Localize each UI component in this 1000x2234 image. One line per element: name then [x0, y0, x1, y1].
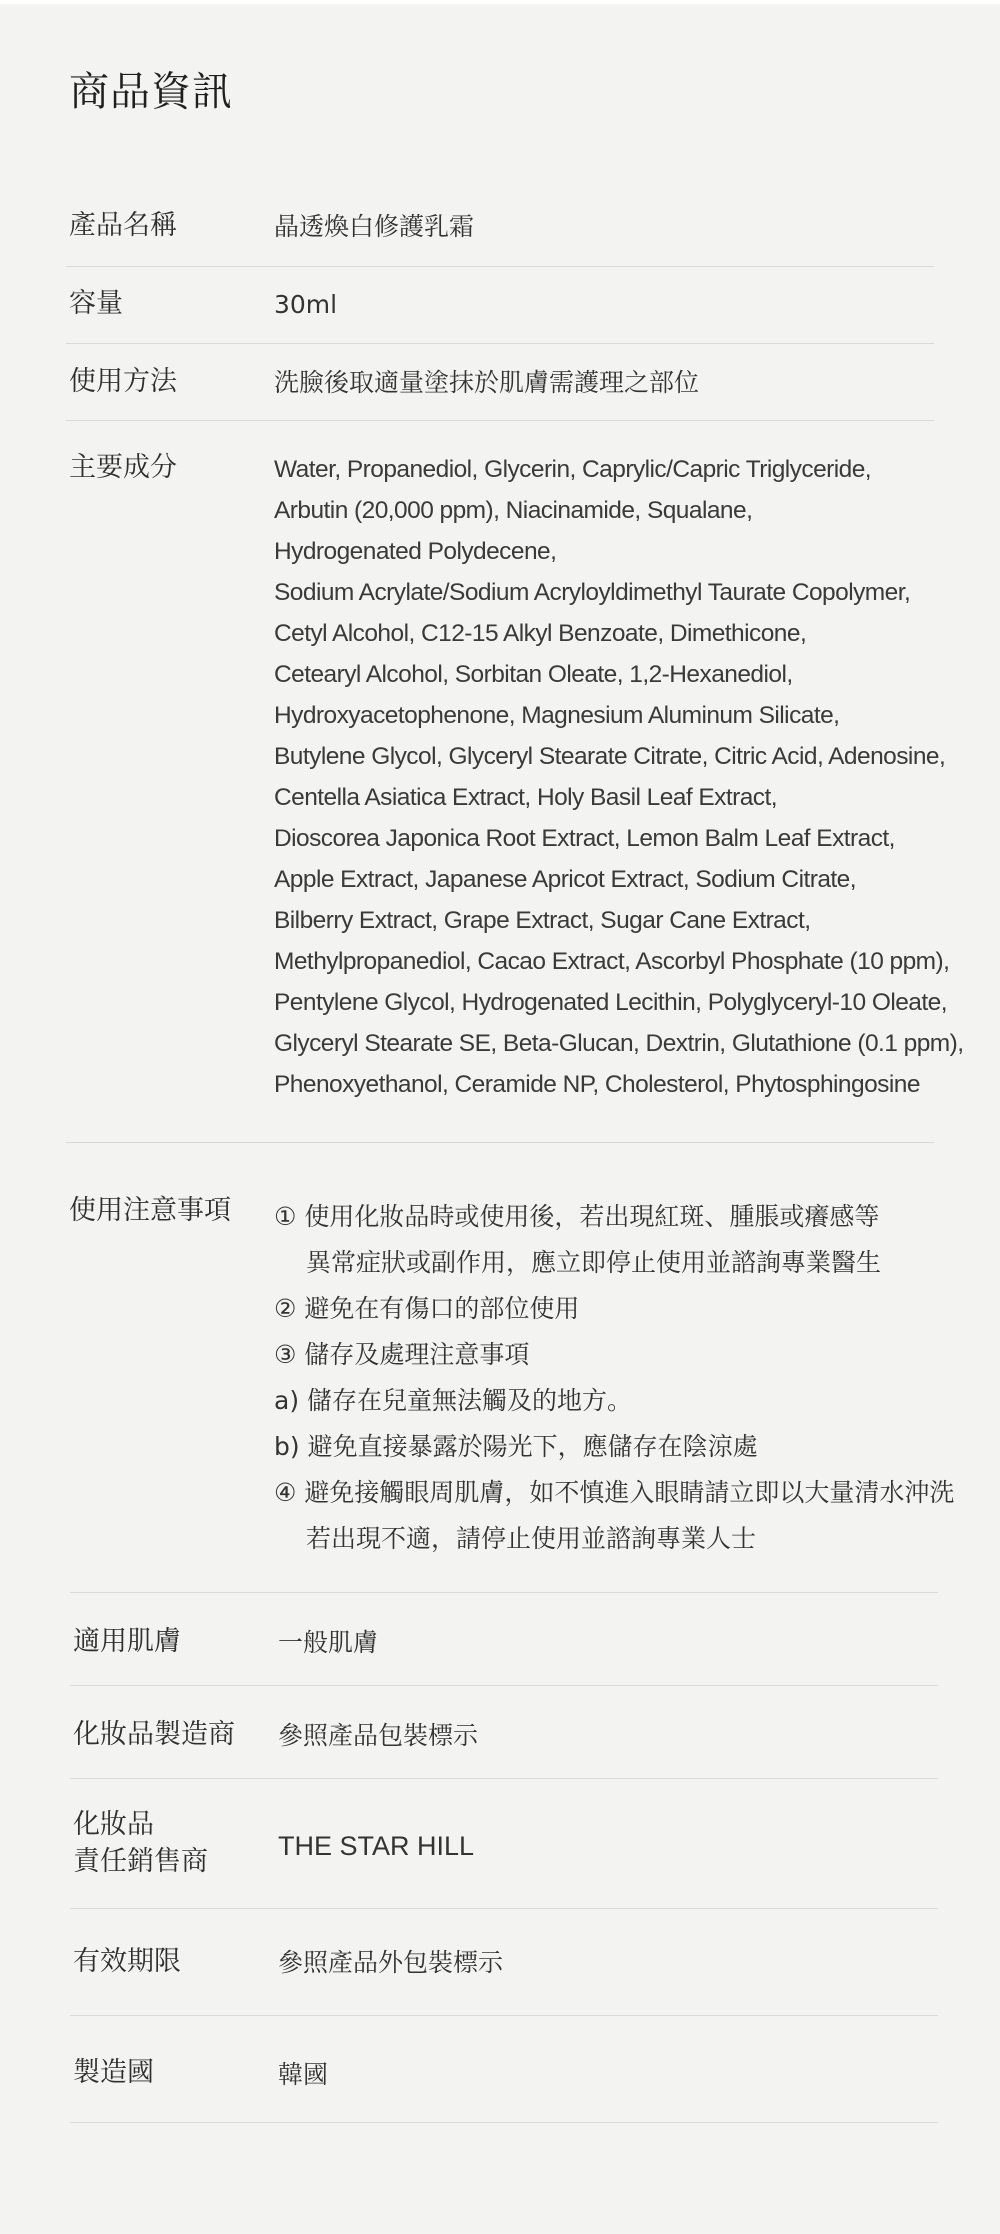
manufacturer-label: 化妝品製造商	[73, 1719, 235, 1750]
expiry-label: 有效期限	[73, 1946, 181, 1977]
ingredient-line: Dioscorea Japonica Root Extract, Lemon Balm Leaf Extract,	[274, 825, 895, 852]
caution-label: 使用注意事項	[69, 1195, 231, 1226]
top-strip	[0, 0, 1000, 4]
ingredients-label: 主要成分	[69, 452, 177, 483]
ingredient-line: Water, Propanediol, Glycerin, Caprylic/Capric Triglyceride,	[274, 456, 872, 483]
origin-value: 韓國	[278, 2060, 329, 2089]
expiry-value: 參照產品外包裝標示	[278, 1948, 504, 1977]
skin-type-label: 適用肌膚	[73, 1626, 181, 1657]
divider	[70, 2015, 938, 2016]
seller-label-line1: 化妝品	[73, 1809, 154, 1840]
skin-type-value: 一般肌膚	[278, 1628, 379, 1657]
ingredient-line: Hydrogenated Polydecene,	[274, 538, 557, 565]
caution-list	[274, 1194, 954, 1562]
caution-line: 若出現不適，請停止使用並諮詢專業人士	[306, 1524, 757, 1553]
ingredient-line: Arbutin (20,000 ppm), Niacinamide, Squalane,	[274, 497, 753, 524]
product-name-value: 晶透煥白修護乳霜	[274, 212, 475, 241]
product-name-label: 產品名稱	[69, 210, 177, 241]
ingredient-line: Cetearyl Alcohol, Sorbitan Oleate, 1,2-Hexanediol,	[274, 661, 793, 688]
ingredient-line: Phenoxyethanol, Ceramide NP, Cholesterol, Phytosphingosine	[274, 1071, 920, 1098]
caution-line: ④ 避免接觸眼周肌膚，如不慎進入眼睛請立即以大量清水沖洗	[274, 1478, 955, 1507]
seller-value: THE STAR HILL	[278, 1831, 475, 1861]
ingredient-line: Centella Asiatica Extract, Holy Basil Leaf Extract,	[274, 784, 778, 811]
divider	[66, 266, 934, 267]
origin-label: 製造國	[73, 2057, 154, 2088]
page-title: 商品資訊	[69, 69, 233, 115]
ingredient-line: Cetyl Alcohol, C12-15 Alkyl Benzoate, Dimethicone,	[274, 620, 807, 647]
capacity-label: 容量	[69, 288, 123, 319]
divider	[66, 420, 934, 421]
divider	[70, 1908, 938, 1909]
divider	[70, 1592, 938, 1593]
usage-label: 使用方法	[69, 366, 177, 397]
ingredients-list	[274, 449, 964, 1105]
ingredient-line: Bilberry Extract, Grape Extract, Sugar Cane Extract,	[274, 907, 811, 934]
ingredient-line: Glyceryl Stearate SE, Beta-Glucan, Dextrin, Glutathione (0.1 ppm),	[274, 1030, 964, 1057]
ingredient-line: Sodium Acrylate/Sodium Acryloyldimethyl Taurate Copolymer,	[274, 579, 911, 606]
caution-line: a) 儲存在兒童無法觸及的地方。	[274, 1386, 633, 1415]
manufacturer-value: 參照產品包裝標示	[278, 1721, 479, 1750]
caution-line: ① 使用化妝品時或使用後，若出現紅斑、腫脹或癢感等	[274, 1202, 880, 1231]
ingredient-line: Apple Extract, Japanese Apricot Extract, Sodium Citrate,	[274, 866, 856, 893]
divider	[70, 1685, 938, 1686]
seller-label-line2: 責任銷售商	[73, 1846, 208, 1877]
usage-value: 洗臉後取適量塗抹於肌膚需護理之部位	[274, 368, 700, 397]
caution-line: b) 避免直接暴露於陽光下，應儲存在陰涼處	[274, 1432, 758, 1461]
ingredient-line: Methylpropanediol, Cacao Extract, Ascorbyl Phosphate (10 ppm),	[274, 948, 950, 975]
divider	[70, 2122, 938, 2123]
caution-line: ② 避免在有傷口的部位使用	[274, 1294, 580, 1323]
divider	[70, 1778, 938, 1779]
ingredient-line: Butylene Glycol, Glyceryl Stearate Citrate, Citric Acid, Adenosine,	[274, 743, 946, 770]
caution-line: ③ 儲存及處理注意事項	[274, 1340, 530, 1369]
capacity-value: 30ml	[274, 290, 338, 319]
caution-line: 異常症狀或副作用，應立即停止使用並諮詢專業醫生	[306, 1248, 882, 1277]
divider	[66, 343, 934, 344]
divider	[66, 1142, 934, 1143]
ingredient-line: Hydroxyacetophenone, Magnesium Aluminum Silicate,	[274, 702, 840, 729]
ingredient-line: Pentylene Glycol, Hydrogenated Lecithin, Polyglyceryl-10 Oleate,	[274, 989, 947, 1016]
